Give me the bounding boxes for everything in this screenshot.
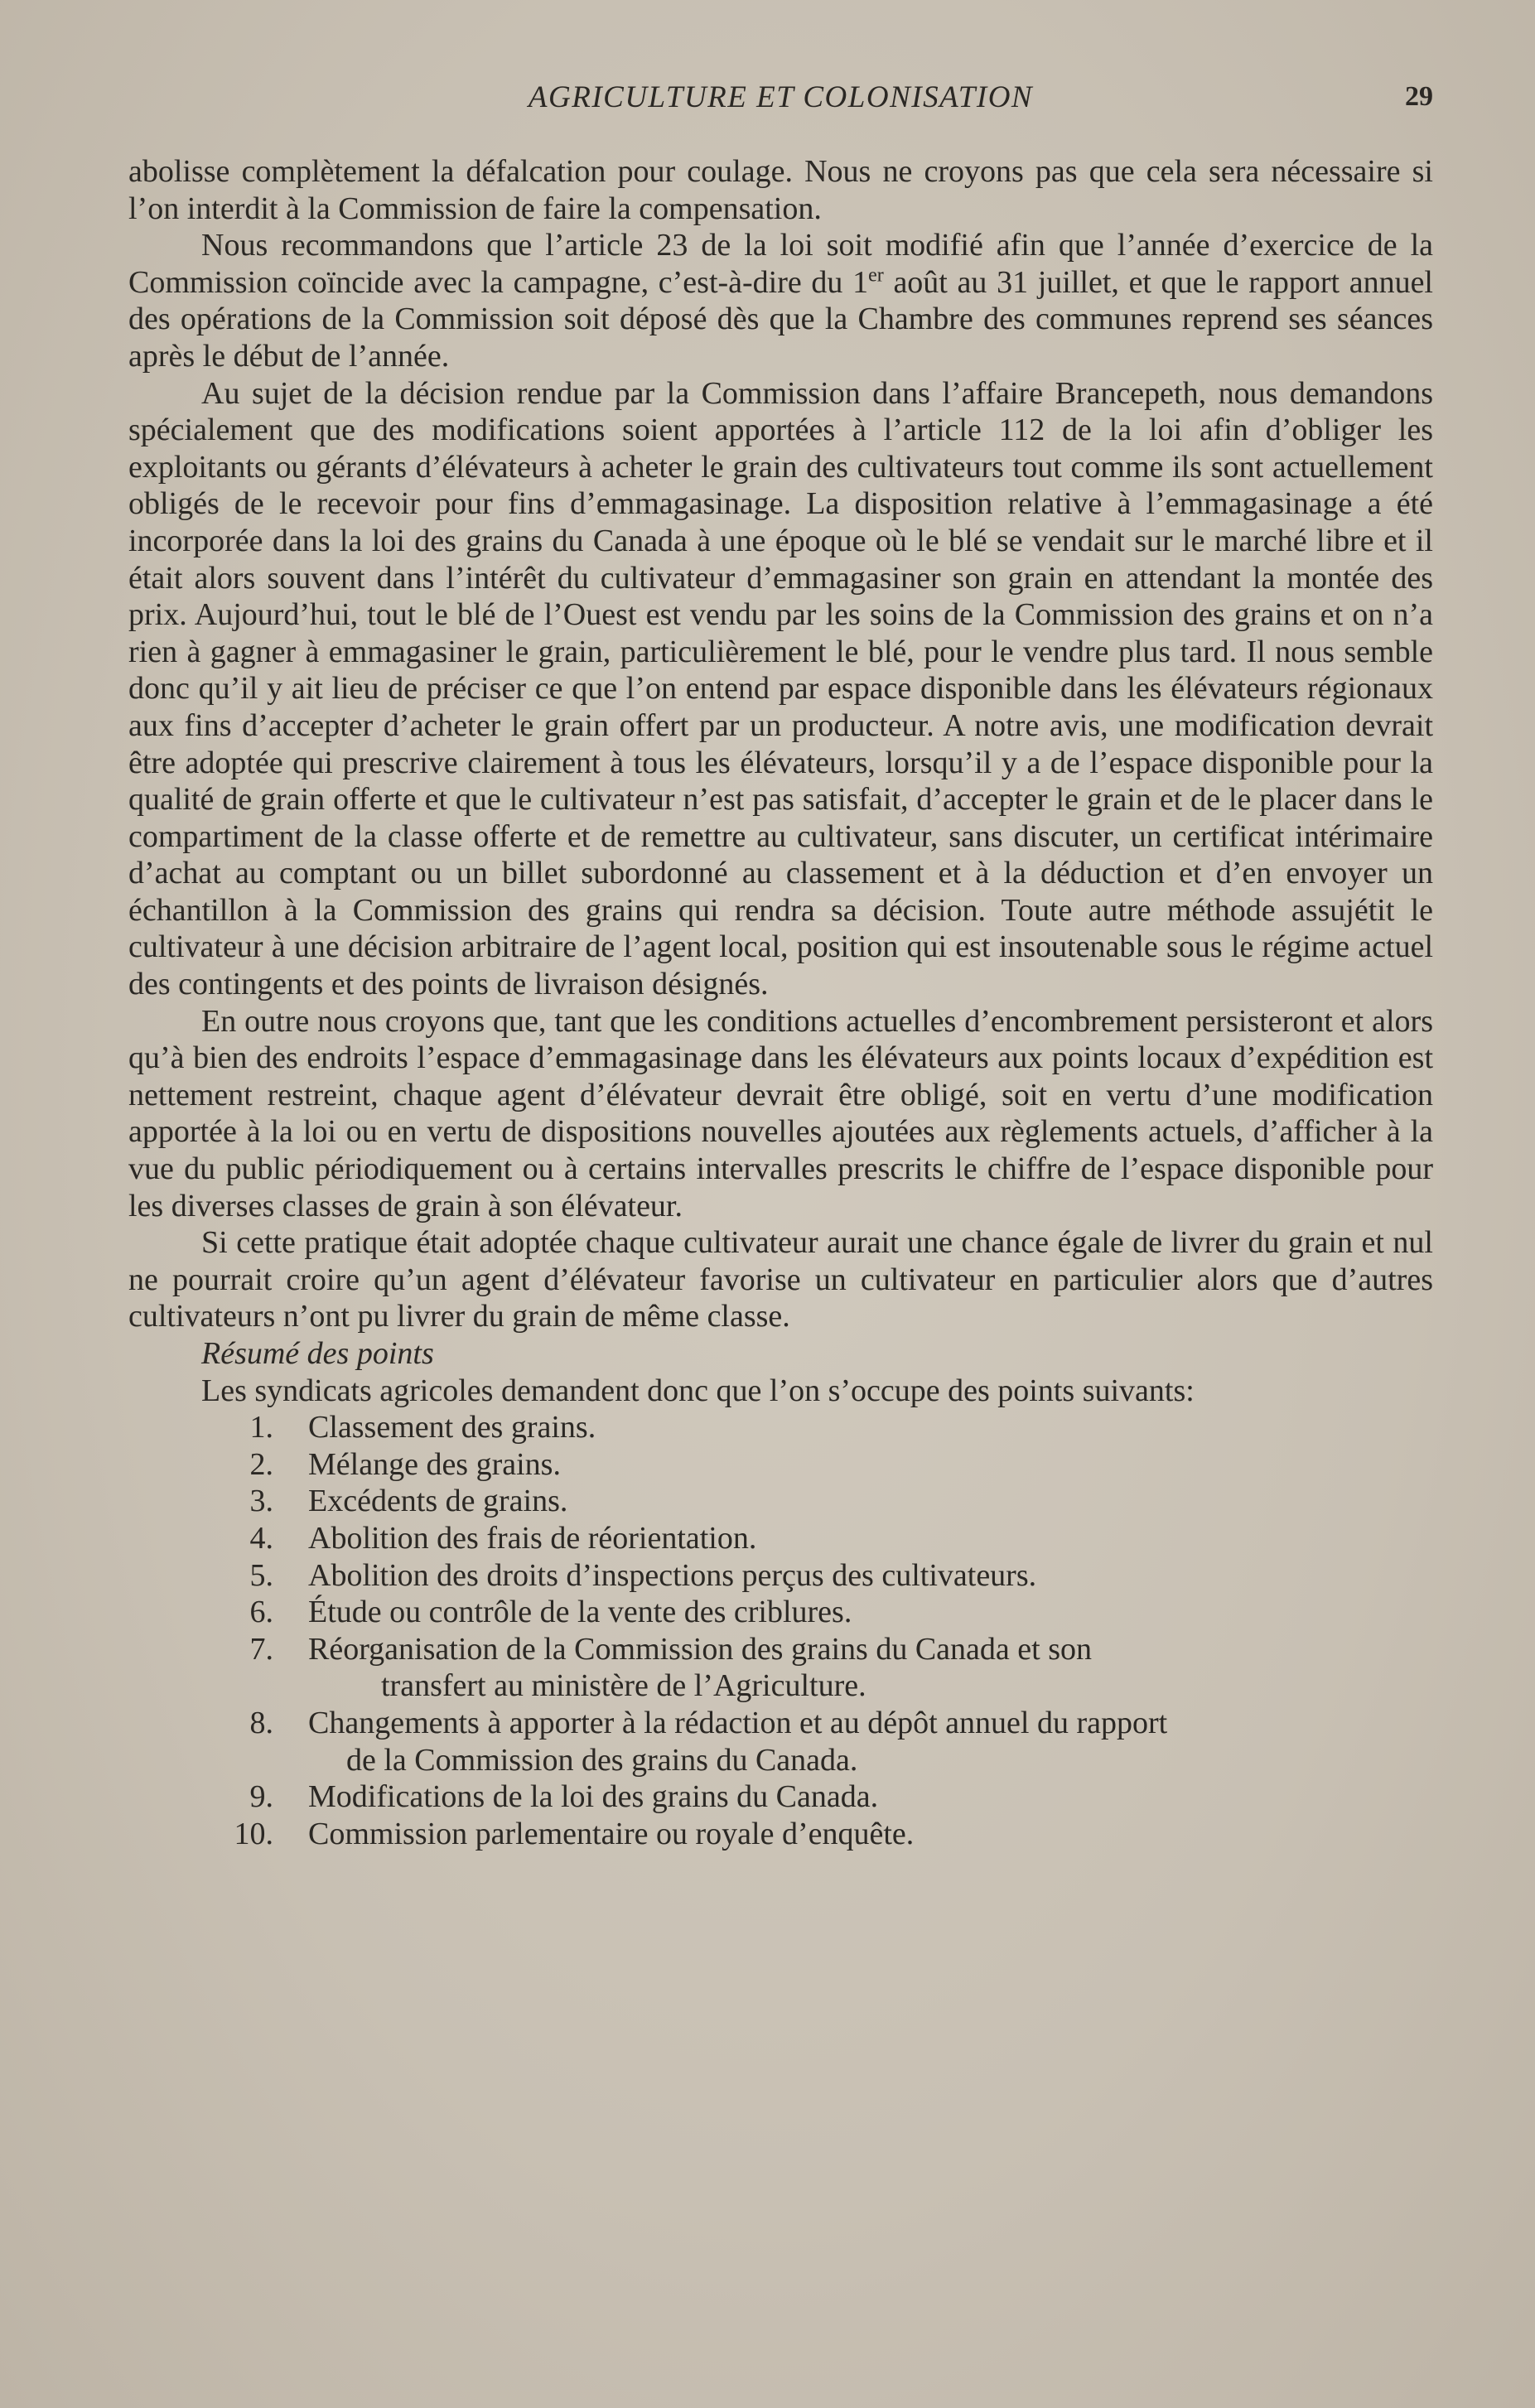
list-number: 1. bbox=[249, 1410, 273, 1445]
paragraph-brancepeth: Au sujet de la décision rendue par la Commission dans l’affaire Brancepeth, nous demandons spécialement que des modifications soient apportées à l’article 112 de la loi afin d’obliger les exploitants ou gérants d’élévateurs à acheter le grain des cultivateurs tout comme ils sont actuellement obligés de le recevoir pour fins d’emmagasinage. La disposition relative à l’emmagasinage a été incorporée dans la loi des grains du Canada à une époque où le blé se vendait sur le marché libre et il était alors souvent dans l’intérêt du cultivateur d’emmagasiner son grain en attendant la montée des prix. Aujourd’hui, tout le blé de l’Ouest est vendu par les soins de la Commission des grains et on n’a rien à gagner à emmagasiner le grain, particulièrement le blé, pour le vendre plus tard. Il nous semble donc qu’il y ait lieu de préciser ce que l’on entend par espace disponible dans les élévateurs régionaux aux fins d’accepter d’acheter le grain offert par un producteur. A notre avis, une modification devrait être adoptée qui prescrive clairement à tous les élévateurs, lorsqu’il y a de l’espace disponible pour la qualité de grain offerte et que le cultivateur n’est pas satisfait, d’accepter le grain et de le placer dans le compartiment de la classe offerte et de remettre au cultivateur, sans discuter, un certificat intérimaire d’achat au comptant ou un billet subordonné au classement et à la déduction et d’en envoyer un échantillon à la Commission des grains qui rendra sa décision. Toute autre méthode assujétit le cultivateur à une décision arbitraire de l’agent local, position qui est insoutenable sous le régime actuel des contingents et des points de livraison désignés. bbox=[128, 375, 1433, 1002]
list-text: Classement des grains. bbox=[308, 1410, 596, 1445]
summary-points-list bbox=[128, 1409, 1433, 1852]
list-text-continuation: transfert au ministère de l’Agriculture. bbox=[381, 1668, 866, 1704]
page-number: 29 bbox=[1405, 81, 1433, 112]
list-number: 7. bbox=[249, 1631, 273, 1667]
list-item bbox=[224, 1483, 1433, 1520]
list-item bbox=[224, 1446, 1433, 1484]
list-text: Changements à apporter à la rédaction et au dépôt annuel du rapport bbox=[308, 1705, 1168, 1740]
paragraph-continued: abolisse complètement la défalcation pour coulage. Nous ne croyons pas que cela sera nécessaire si l’on interdit à la Commission de faire la compensation. bbox=[128, 154, 1433, 226]
superscript-er: er bbox=[868, 264, 884, 287]
paragraph-text: août au 31 juillet, et que le rapport annuel des opérations de la Commission soit déposé dès que la Chambre des communes reprend ses séances après le début de l’année. bbox=[128, 264, 1433, 374]
running-header bbox=[128, 80, 1433, 121]
paragraph-congestion: En outre nous croyons que, tant que les conditions actuelles d’encombrement persisteront et alors qu’à bien des endroits l’espace d’emmagasinage dans les élévateurs aux points locaux d’expédition est nettement restreint, chaque agent d’élévateur devrait être obligé, soit en vertu d’une modification apportée à la loi ou en vertu de dispositions nouvelles ajoutées aux règlements actuels, d’afficher à la vue du public périodiquement ou à certains intervalles prescrits le chiffre de l’espace disponible pour les diverses classes de grain à son élévateur. bbox=[128, 1003, 1433, 1223]
list-number: 6. bbox=[249, 1595, 273, 1630]
running-title: AGRICULTURE ET COLONISATION bbox=[528, 80, 1034, 114]
paragraph-article-23 bbox=[128, 227, 1433, 374]
list-text: Abolition des droits d’inspections perçus des cultivateurs. bbox=[308, 1557, 1037, 1593]
list-number: 3. bbox=[249, 1484, 273, 1519]
list-text-continuation: de la Commission des grains du Canada. bbox=[346, 1742, 858, 1778]
paragraph-practice: Si cette pratique était adoptée chaque cultivateur aurait une chance égale de livrer du grain et nul ne pourrait croire qu’un agent d’élévateur favorise un cultivateur en particulier alors que d’autres cultivateurs n’ont pu livrer du grain de même classe. bbox=[128, 1225, 1433, 1334]
list-item bbox=[224, 1778, 1433, 1816]
list-number: 8. bbox=[249, 1705, 273, 1740]
body-text bbox=[128, 153, 1433, 1852]
list-number: 10. bbox=[234, 1816, 273, 1851]
list-number: 4. bbox=[249, 1520, 273, 1556]
list-text: Excédents de grains. bbox=[308, 1484, 568, 1519]
list-text: Mélange des grains. bbox=[308, 1446, 561, 1482]
list-text: Abolition des frais de réorientation. bbox=[308, 1520, 757, 1556]
list-text: Commission parlementaire ou royale d’enquête. bbox=[308, 1816, 915, 1851]
list-text: Réorganisation de la Commission des grains du Canada et son bbox=[308, 1631, 1092, 1667]
list-number: 2. bbox=[249, 1446, 273, 1482]
list-number: 5. bbox=[249, 1557, 273, 1593]
list-item bbox=[224, 1705, 1433, 1778]
list-text: Modifications de la loi des grains du Canada. bbox=[308, 1779, 879, 1815]
list-number: 9. bbox=[249, 1779, 273, 1815]
list-item bbox=[224, 1409, 1433, 1446]
paragraph-text: Nous recommandons que l’article 23 de la loi soit modifié afin que l’année d’exercice de la Commission coïncide avec la campagne, c’est-à-dire du 1 bbox=[128, 228, 1433, 300]
list-item bbox=[224, 1594, 1433, 1631]
list-item bbox=[224, 1816, 1433, 1853]
list-item bbox=[224, 1557, 1433, 1595]
list-text: Étude ou contrôle de la vente des criblures. bbox=[308, 1595, 852, 1630]
list-item bbox=[224, 1520, 1433, 1557]
summary-intro: Les syndicats agricoles demandent donc que l’on s’occupe des points suivants: bbox=[201, 1373, 1195, 1408]
list-item bbox=[224, 1631, 1433, 1705]
section-heading: Résumé des points bbox=[201, 1336, 434, 1371]
